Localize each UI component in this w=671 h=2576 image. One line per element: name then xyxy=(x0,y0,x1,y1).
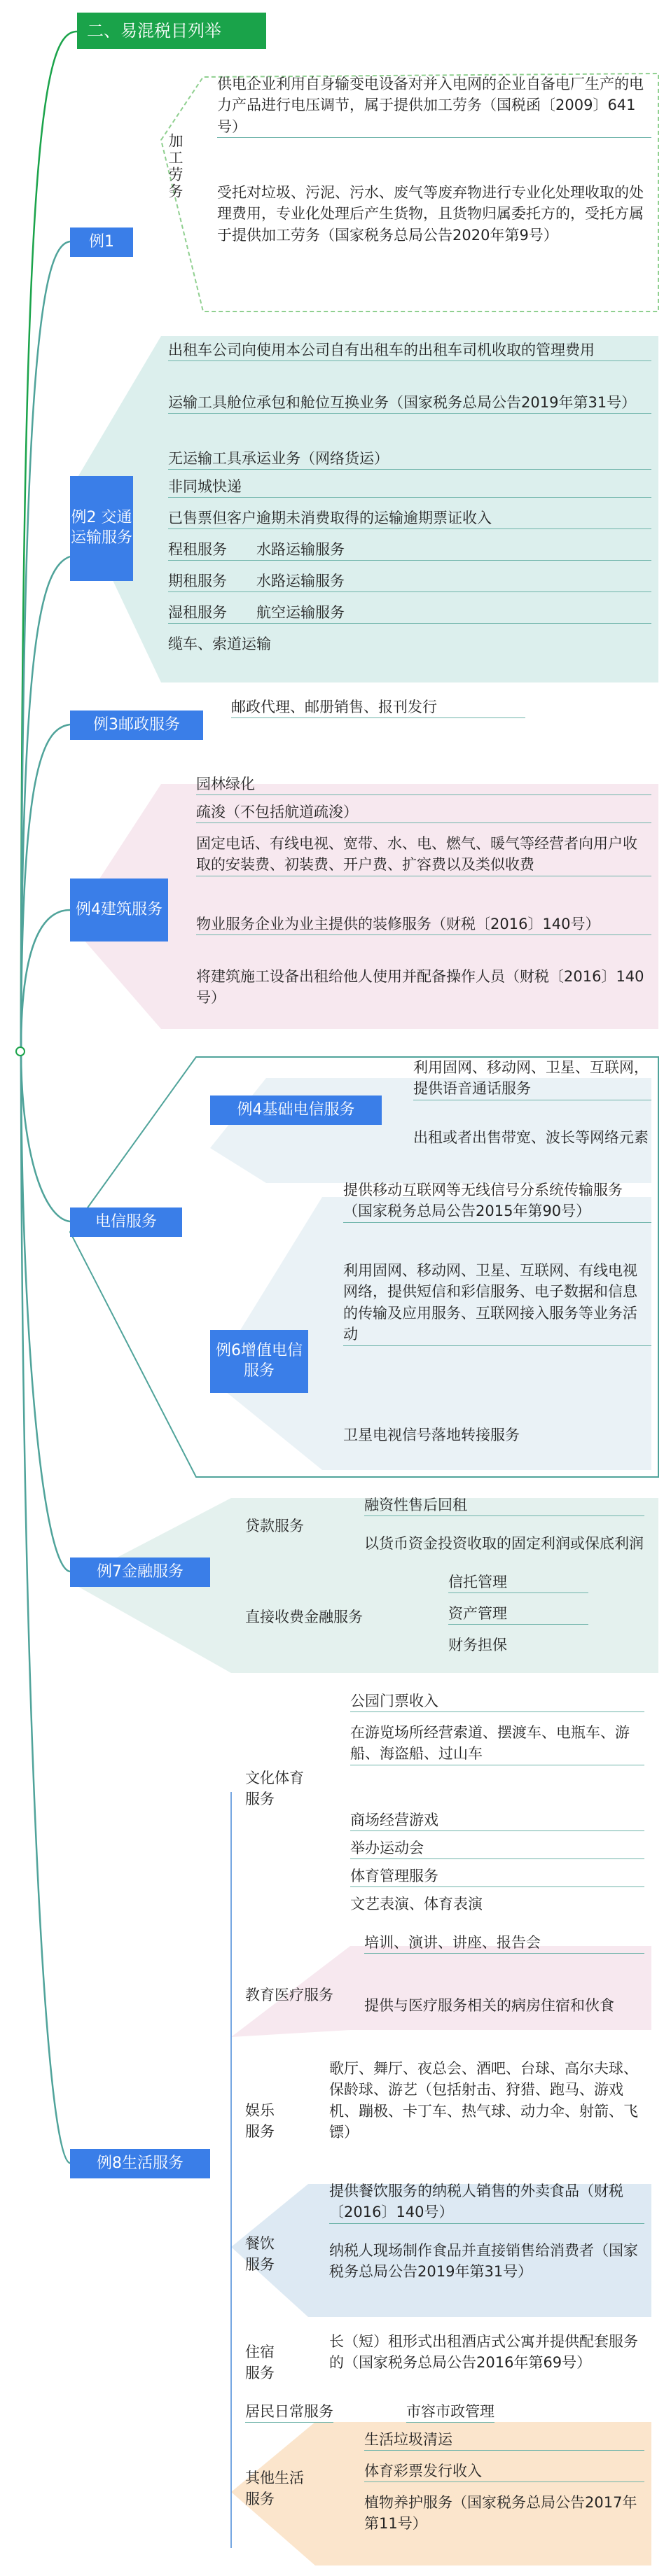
ex2-item-5: 已售票但客户逾期未消费取得的运输逾期票证收入 xyxy=(168,507,651,529)
ex7-tag[interactable]: 例7金融服务 xyxy=(70,1558,210,1587)
section-header: 二、易混税目列举 xyxy=(77,13,266,49)
loan-item-1: 融资性售后回租 xyxy=(364,1494,644,1516)
ex8-tag[interactable]: 例8生活服务 xyxy=(70,2149,210,2178)
ex4-tag[interactable]: 例4建筑服务 xyxy=(70,878,168,941)
resident-item: 市容市政管理 xyxy=(406,2401,494,2423)
ex1-side-label: 加工劳务 xyxy=(167,133,184,200)
loan-label: 贷款服务 xyxy=(245,1518,304,1534)
ex1-tag[interactable]: 例1 xyxy=(70,227,133,257)
ent-item: 歌厅、舞厅、夜总会、酒吧、台球、高尔夫球、保龄球、游艺（包括射击、狩猎、跑马、游戏机、蹦极、卡丁车、热气球、动力伞、射箭、飞镖） xyxy=(329,2060,638,2141)
direct-item-2: 资产管理 xyxy=(448,1603,588,1625)
culture-item-1: 公园门票收入 xyxy=(350,1690,644,1712)
other-item-3: 植物养护服务（国家税务总局公告2017年第11号） xyxy=(364,2494,637,2533)
other-item-2: 体育彩票发行收入 xyxy=(364,2460,644,2482)
culture-item-6: 文艺表演、体育表演 xyxy=(350,1896,483,1912)
ex3-tag[interactable]: 例3邮政服务 xyxy=(70,710,203,740)
ex2-item-4: 非同城快递 xyxy=(168,476,651,498)
resident-label: 居民日常服务 xyxy=(245,2401,333,2423)
root-node[interactable] xyxy=(15,1046,25,1056)
telecom-tag[interactable]: 电信服务 xyxy=(70,1208,182,1237)
value-item-2: 利用固网、移动网、卫星、互联网、有线电视网络，提供短信和彩信服务、电子数据和信息的传输及应用服务、互联网接入服务等业务活动 xyxy=(343,1260,651,1346)
ex3-item: 邮政代理、邮册销售、报刊发行 xyxy=(231,696,525,718)
ex2-item-3: 无运输工具承运业务（网络货运） xyxy=(168,448,651,470)
ex2-item-9: 缆车、索道运输 xyxy=(168,636,271,652)
direct-item-3: 财务担保 xyxy=(448,1637,507,1653)
stay-label: 住宿服务 xyxy=(245,2344,275,2382)
ex4-item-2: 疏浚（不包括航道疏浚） xyxy=(196,802,651,823)
ex2-item-7: 期租服务 水路运输服务 xyxy=(168,570,651,592)
ex2-item-2: 运输工具舱位承包和舱位互换业务（国家税务总局公告2019年第31号） xyxy=(168,392,651,414)
edu-item-1: 培训、演讲、讲座、报告会 xyxy=(364,1932,644,1954)
basic-item-1: 利用固网、移动网、卫星、互联网，提供语音通话服务 xyxy=(413,1057,651,1100)
ex4-item-3: 固定电话、有线电视、宽带、水、电、燃气、暖气等经营者向用户收取的安装费、初装费、开户费、扩容费以及类似收费 xyxy=(196,833,651,876)
loan-item-2: 以货币资金投资收取的固定利润或保底利润 xyxy=(364,1535,644,1552)
value-item-1: 提供移动互联网等无线信号分系统传输服务（国家税务总局公告2015年第90号） xyxy=(343,1180,651,1223)
other-label: 其他生活服务 xyxy=(245,2470,304,2508)
edu-label: 教育医疗服务 xyxy=(245,1987,333,2003)
ex2-item-1: 出租车公司向使用本公司自有出租车的出租车司机收取的管理费用 xyxy=(168,340,651,361)
direct-fee-label: 直接收费金融服务 xyxy=(245,1609,363,1625)
culture-label: 文化体育服务 xyxy=(245,1770,304,1808)
ex4-item-4: 物业服务企业为业主提供的装修服务（财税〔2016〕140号） xyxy=(196,913,651,935)
culture-item-3: 商场经营游戏 xyxy=(350,1809,644,1831)
food-label: 餐饮服务 xyxy=(245,2235,275,2274)
basic-item-2: 出租或者出售带宽、波长等网络元素 xyxy=(413,1129,649,1146)
value-item-3: 卫星电视信号落地转接服务 xyxy=(343,1427,520,1443)
basic-telecom-tag[interactable]: 例4基础电信服务 xyxy=(210,1096,382,1125)
ex4-item-5: 将建筑施工设备出租给他人使用并配备操作人员（财税〔2016〕140号） xyxy=(196,968,644,1007)
stay-item: 长（短）租形式出租酒店式公寓并提供配套服务的（国家税务总局公告2016年第69号） xyxy=(329,2333,638,2372)
culture-item-4: 举办运动会 xyxy=(350,1837,644,1859)
ex4-item-1: 园林绿化 xyxy=(196,774,651,795)
value-telecom-tag[interactable]: 例6增值电信服务 xyxy=(210,1330,308,1393)
other-item-1: 生活垃圾清运 xyxy=(364,2429,644,2451)
food-item-2: 纳税人现场制作食品并直接销售给消费者（国家税务总局公告2019年第31号） xyxy=(329,2242,638,2281)
ent-label: 娱乐服务 xyxy=(245,2102,275,2141)
ex2-item-6: 程租服务 水路运输服务 xyxy=(168,539,651,561)
ex1-item-1: 供电企业利用自身输变电设备对并入电网的企业自备电厂生产的电力产品进行电压调节，属于提供加工劳务（国税函〔2009〕641号） xyxy=(217,74,651,138)
ex2-tag[interactable]: 例2 交通运输服务 xyxy=(70,476,133,581)
edu-item-2: 提供与医疗服务相关的病房住宿和伙食 xyxy=(364,1997,614,2014)
direct-item-1: 信托管理 xyxy=(448,1572,588,1593)
culture-item-2: 在游览场所经营索道、摆渡车、电瓶车、游船、海盗船、过山车 xyxy=(350,1722,644,1765)
ex2-item-8: 湿租服务 航空运输服务 xyxy=(168,602,651,624)
culture-item-5: 体育管理服务 xyxy=(350,1865,644,1887)
food-item-1: 提供餐饮服务的纳税人销售的外卖食品（财税〔2016〕140号） xyxy=(329,2180,644,2224)
ex1-item-2: 受托对垃圾、污泥、污水、废气等废弃物进行专业化处理收取的处理费用，专业化处理后产生货物，且货物归属委托方的，受托方属于提供加工劳务（国家税务总局公告2020年第9号） xyxy=(217,184,644,244)
